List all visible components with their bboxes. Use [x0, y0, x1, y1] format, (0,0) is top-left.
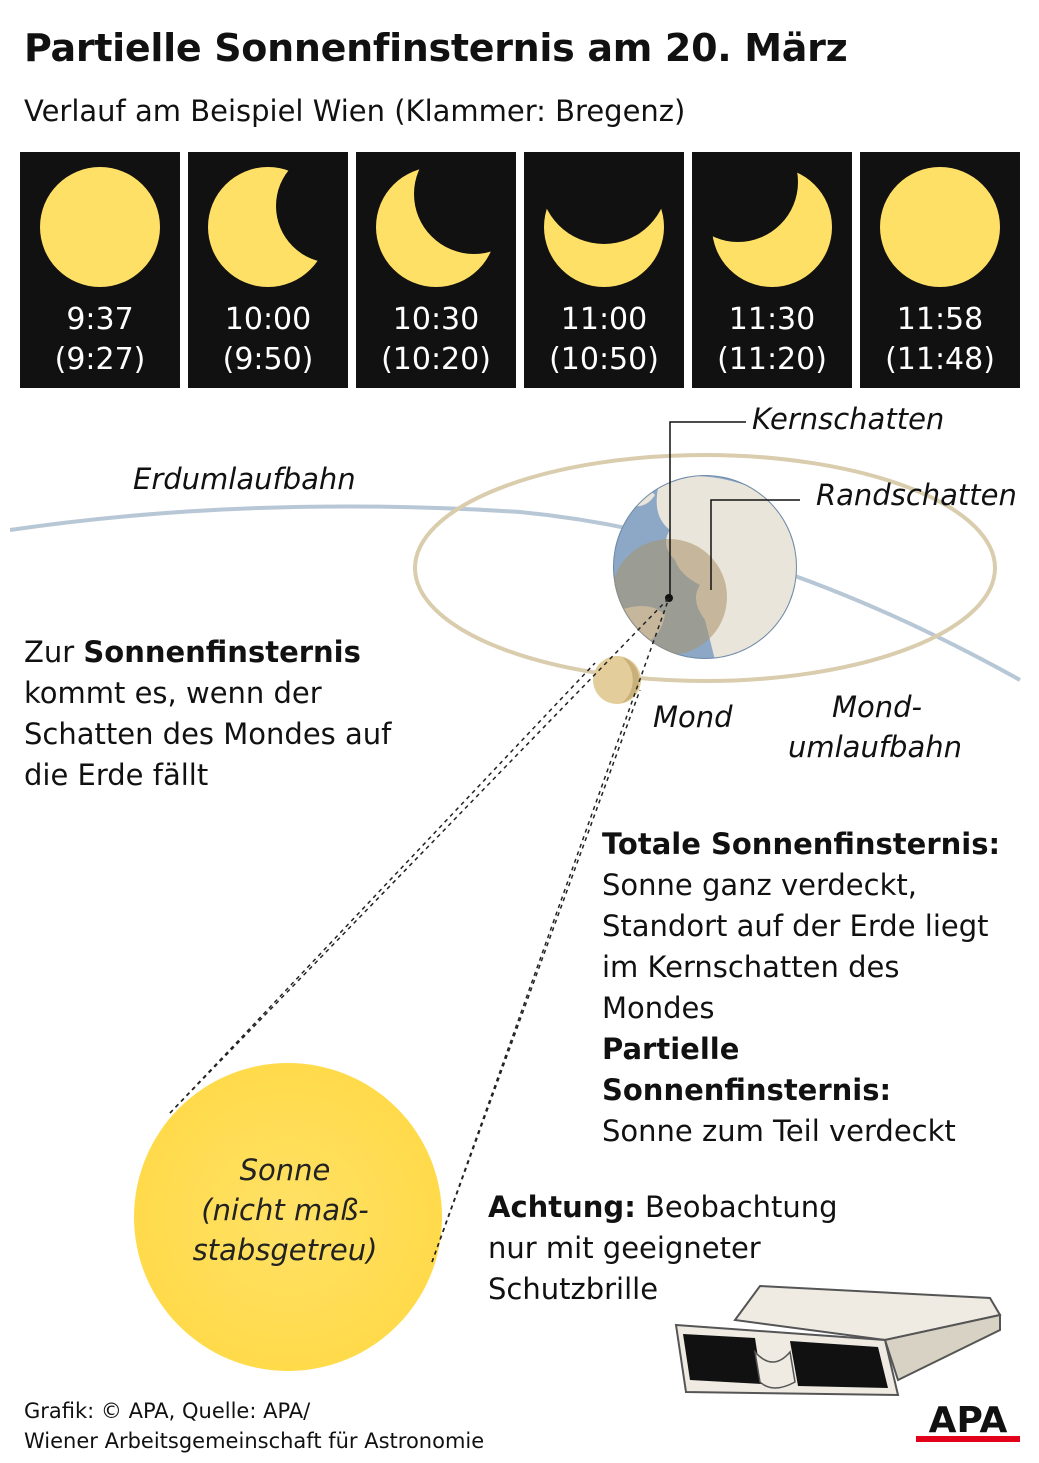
- credit-line: Wiener Arbeitsgemeinschaft für Astronomie: [24, 1429, 485, 1453]
- total-line: Sonne ganz verdeckt,: [602, 868, 917, 902]
- phase-time-bregenz: (11:20): [717, 342, 827, 377]
- apa-logo: [916, 1398, 1020, 1446]
- total-heading: Totale Sonnenfinsternis:: [602, 827, 1001, 861]
- explanation-text: [24, 632, 391, 796]
- partial-heading: Sonnenfinsternis:: [602, 1073, 892, 1107]
- earth-orbit-label: Erdumlaufbahn: [133, 462, 356, 496]
- page-subtitle: Verlauf am Beispiel Wien (Klammer: Bregenz): [24, 94, 686, 128]
- sun-label-line: (nicht maß-: [201, 1193, 369, 1227]
- warning-line: Schutzbrille: [488, 1272, 659, 1306]
- sun-label: [175, 1150, 395, 1270]
- phase-time: 10:00: [224, 302, 312, 337]
- phase-time: 9:37: [66, 302, 134, 337]
- warning-line: nur mit geeigneter: [488, 1231, 761, 1265]
- penumbra-label: Randschatten: [816, 478, 1017, 512]
- source-credit: [24, 1396, 484, 1456]
- warning-heading: Achtung:: [488, 1190, 636, 1224]
- page-title: Partielle Sonnenfinsternis am 20. März: [24, 26, 848, 70]
- moon-orbit-label-1: Mond-: [832, 690, 923, 724]
- moon-label: Mond: [653, 700, 733, 734]
- total-line: im Kernschatten des: [602, 950, 900, 984]
- eclipse-types-text: [602, 824, 1000, 1152]
- moon-orbit-label-2: umlaufbahn: [788, 730, 962, 764]
- partial-line: Sonne zum Teil verdeckt: [602, 1114, 956, 1148]
- explanation-line: [24, 632, 391, 673]
- partial-heading: Partielle: [602, 1032, 740, 1066]
- sun-label-line: stabsgetreu): [192, 1233, 378, 1267]
- phase-time-bregenz: (9:50): [222, 342, 314, 377]
- total-line: Standort auf der Erde liegt: [602, 909, 989, 943]
- explanation-line: die Erde fällt: [24, 758, 209, 792]
- total-line: Mondes: [602, 991, 715, 1025]
- phase-time: 11:00: [560, 302, 648, 337]
- phase-time-bregenz: (10:20): [381, 342, 491, 377]
- umbra-label: Kernschatten: [752, 402, 945, 436]
- phase-time: 11:58: [896, 302, 984, 337]
- explanation-prefix: Zur: [24, 635, 84, 669]
- explanation-line: Schatten des Mondes auf: [24, 717, 392, 751]
- phase-time-bregenz: (9:27): [54, 342, 146, 377]
- apa-logo-text: APA: [928, 1400, 1008, 1441]
- sun-label-line: Sonne: [239, 1153, 331, 1187]
- phase-time-bregenz: (11:48): [885, 342, 995, 377]
- phase-time-bregenz: (10:50): [549, 342, 659, 377]
- earth-globe-icon: [611, 475, 801, 663]
- explanation-line: kommt es, wenn der: [24, 676, 322, 710]
- warning-line: Beobachtung: [635, 1190, 838, 1224]
- phase-time: 11:30: [728, 302, 816, 337]
- warning-text: [488, 1187, 838, 1310]
- phase-time: 10:30: [392, 302, 480, 337]
- credit-line: Grafik: © APA, Quelle: APA/: [24, 1399, 311, 1423]
- explanation-keyword: Sonnenfinsternis: [83, 635, 361, 669]
